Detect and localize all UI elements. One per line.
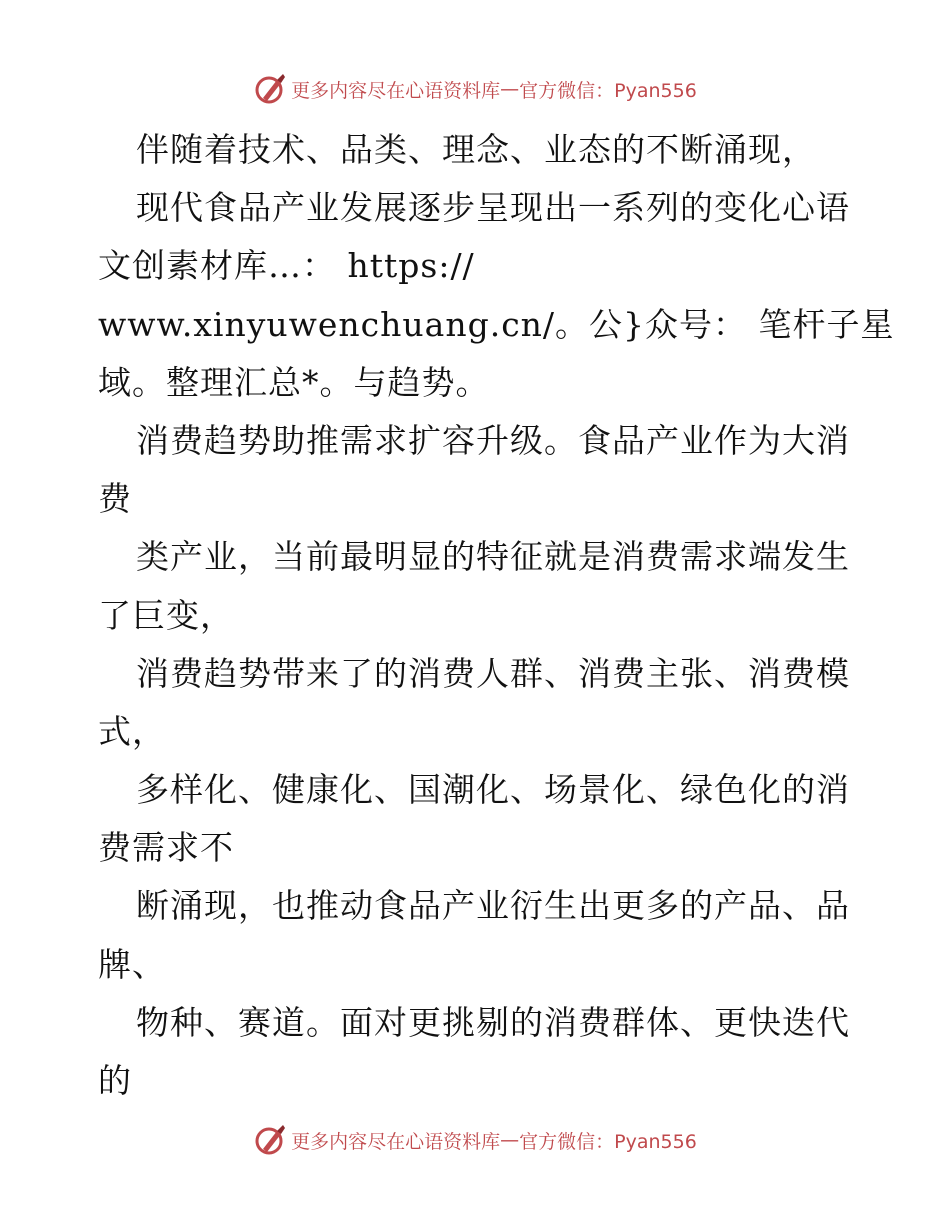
header-watermark-banner bbox=[0, 69, 950, 109]
footer-watermark-banner bbox=[0, 1120, 950, 1160]
banner-dash: — bbox=[500, 1129, 520, 1151]
text-line-5: 域。整理汇总*。与趋势。 bbox=[98, 362, 490, 402]
text-line-17: 的 bbox=[98, 1061, 132, 1100]
pen-logo-icon bbox=[253, 1123, 287, 1157]
banner-wechat-text: 官方微信：Pyan556 bbox=[519, 79, 697, 102]
banner-main-text: 更多内容尽在心语资料库 bbox=[291, 1130, 501, 1153]
text-line-1: 伴随着技术、品类、理念、业态的不断涌现， bbox=[136, 130, 816, 169]
text-line-3: 文创素材库…： https:// bbox=[98, 246, 475, 286]
text-line-16: 物种、赛道。面对更挑剔的消费群体、更快迭代 bbox=[136, 1002, 850, 1042]
banner-dash: — bbox=[500, 78, 520, 100]
text-line-12: 多样化、健康化、国潮化、场景化、绿色化的消 bbox=[136, 770, 850, 810]
text-line-11: 式， bbox=[98, 711, 166, 751]
text-line-4: www.xinyuwenchuang.cn/。公}众号： 笔杆子星 bbox=[98, 304, 895, 344]
text-line-14: 断涌现，也推动食品产业衍生出更多的产品、品 bbox=[136, 886, 850, 926]
text-line-9: 了巨变， bbox=[98, 595, 234, 635]
text-line-2: 现代食品产业发展逐步呈现出一系列的变化心语 bbox=[136, 188, 850, 228]
text-line-6: 消费趋势助推需求扩容升级。食品产业作为大消 bbox=[136, 420, 850, 460]
text-line-7: 费 bbox=[98, 479, 132, 519]
banner-wechat-text: 官方微信：Pyan556 bbox=[519, 1130, 697, 1153]
document-body bbox=[98, 121, 895, 1110]
text-line-8: 类产业，当前最明显的特征就是消费需求端发生 bbox=[136, 537, 850, 577]
text-line-15: 牌、 bbox=[98, 944, 166, 984]
text-line-13: 费需求不 bbox=[98, 828, 234, 868]
text-line-10: 消费趋势带来了的消费人群、消费主张、消费模 bbox=[136, 653, 850, 693]
banner-main-text: 更多内容尽在心语资料库 bbox=[291, 79, 501, 102]
pen-logo-icon bbox=[253, 72, 287, 106]
